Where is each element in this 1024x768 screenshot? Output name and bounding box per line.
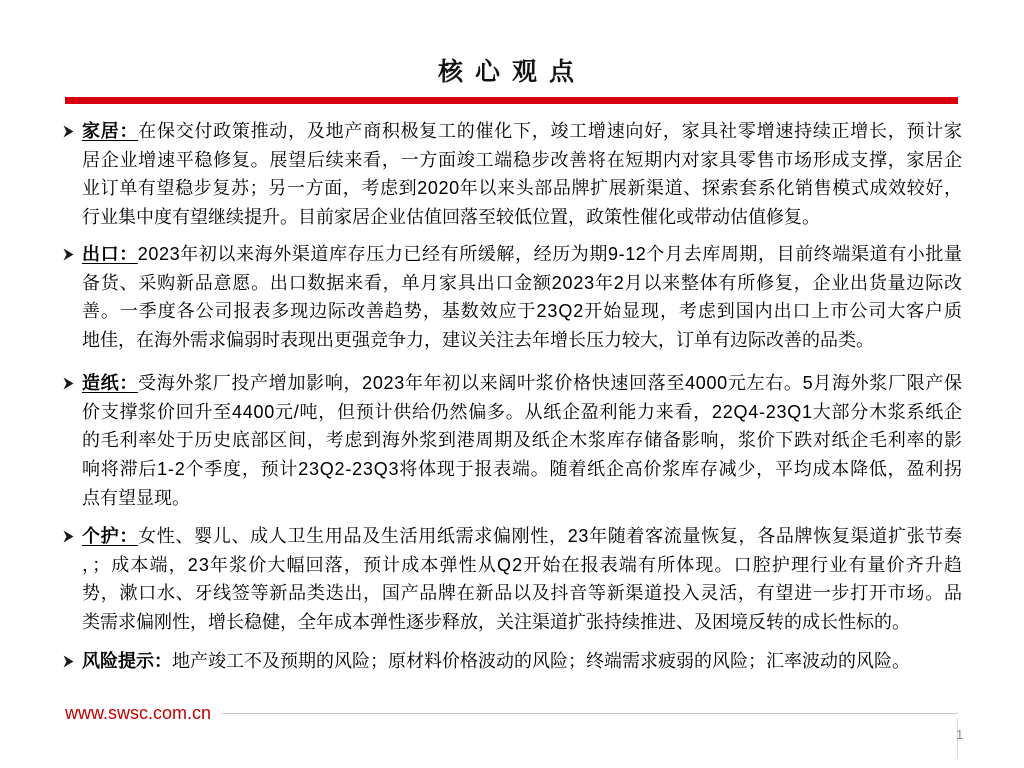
- section-label-furniture: 家居：: [82, 121, 139, 141]
- section-label-risk: 风险提示：: [82, 651, 172, 671]
- paragraph-line: [82, 240, 963, 269]
- paragraph-line: 势，漱口水、牙线签等新品类迭出，国产品牌在新品以及抖音等新渠道投入灵活，有望进一步打开市场。品: [82, 583, 963, 604]
- paragraph-line: 地佳，在海外需求偏弱时表现出更强竞争力，建议关注去年增长压力较大，订单有边际改善的品类。: [82, 330, 874, 351]
- section-label-export: 出口：: [82, 244, 138, 264]
- paragraph-line: [82, 647, 910, 676]
- key-point-furniture: [82, 117, 963, 232]
- arrowhead-bullet-icon: [63, 377, 74, 390]
- section-label-paper: 造纸：: [82, 373, 139, 393]
- line-text: 女性、婴儿、成人卫生用品及生活用纸需求偏刚性，23年随着客流量恢复，各品牌恢复渠道扩张节奏: [138, 526, 963, 546]
- paragraph-line: 居企业增速平稳修复。展望后续来看，一方面竣工端稳步改善将在短期内对家具零售市场形成支撑，家居企: [82, 149, 963, 170]
- line-text: 地产竣工不及预期的风险；原材料价格波动的风险；终端需求疲弱的风险；汇率波动的风险。: [172, 651, 910, 671]
- slide-title: 核心观点: [437, 58, 586, 86]
- key-point-paper: [82, 369, 963, 512]
- paragraph-line: 业订单有望稳步复苏；另一方面，考虑到2020年以来头部品牌扩展新渠道、探索套系化销售模式成效较好，: [82, 178, 963, 199]
- arrowhead-bullet-icon: [63, 655, 74, 668]
- paragraph-line: 价支撑浆价回升至4400元/吨，但预计供给仍然偏多。从纸企盈利能力来看，22Q4-23Q1大部分木浆系纸企: [82, 401, 963, 422]
- paragraph-line: 的毛利率处于历史底部区间，考虑到海外浆到港周期及纸企木浆库存储备影响，浆价下跌对纸企毛利率的影: [82, 430, 963, 451]
- paragraph-line: 点有望显现。: [82, 487, 190, 508]
- arrowhead-bullet-icon: [63, 530, 74, 543]
- arrowhead-bullet-icon: [63, 125, 74, 138]
- title-underline-bar: [65, 97, 958, 104]
- page-number: 1: [956, 727, 964, 742]
- paragraph-line: 类需求偏刚性，增长稳健，全年成本弹性逐步释放，关注渠道扩张持续推进、及困境反转的成长性标的。: [82, 612, 910, 633]
- line-text: 2023年初以来海外渠道库存压力已经有所缓解，经历为期9-12个月去库周期，目前终端渠道有小批量: [137, 244, 963, 264]
- key-point-export: [82, 240, 963, 355]
- paragraph-line: ，；成本端，23年浆价大幅回落，预计成本弹性从Q2开始在报表端有所体现。口腔护理行业有量价齐升趋: [82, 554, 964, 575]
- line-text: 受海外浆厂投产增加影响，2023年年初以来阔叶浆价格快速回落至4000元左右。5月海外浆厂限产保: [138, 373, 963, 393]
- paragraph-line: [82, 369, 963, 398]
- key-point-risk: [82, 647, 910, 676]
- arrowhead-bullet-icon: [63, 248, 74, 261]
- line-text: 在保交付政策推动，及地产商积极复工的催化下，竣工增速向好，家具社零增速持续正增长，预计家: [138, 121, 963, 141]
- paragraph-line: 备货、采购新品意愿。出口数据来看，单月家具出口金额2023年2月以来整体有所修复，企业出货量边际改: [82, 272, 963, 293]
- paragraph-line: [82, 522, 963, 551]
- paragraph-line: 善。一季度各公司报表多现边际改善趋势，基数效应于23Q2开始显现，考虑到国内出口上市公司大客户质: [82, 301, 963, 322]
- footer-divider: [222, 713, 958, 714]
- paragraph-line: [82, 117, 963, 146]
- paragraph-line: 行业集中度有望继续提升。目前家居企业估值回落至较低位置，政策性催化或带动估值修复。: [82, 207, 820, 228]
- key-point-personal-care: [82, 522, 963, 637]
- paragraph-line: 响将滞后1-2个季度，预计23Q2-23Q3将体现于报表端。随着纸企高价浆库存减少，平均成本降低，盈利拐: [82, 459, 963, 480]
- footer-website: www.swsc.com.cn: [65, 703, 212, 723]
- section-label-personal-care: 个护：: [82, 526, 139, 546]
